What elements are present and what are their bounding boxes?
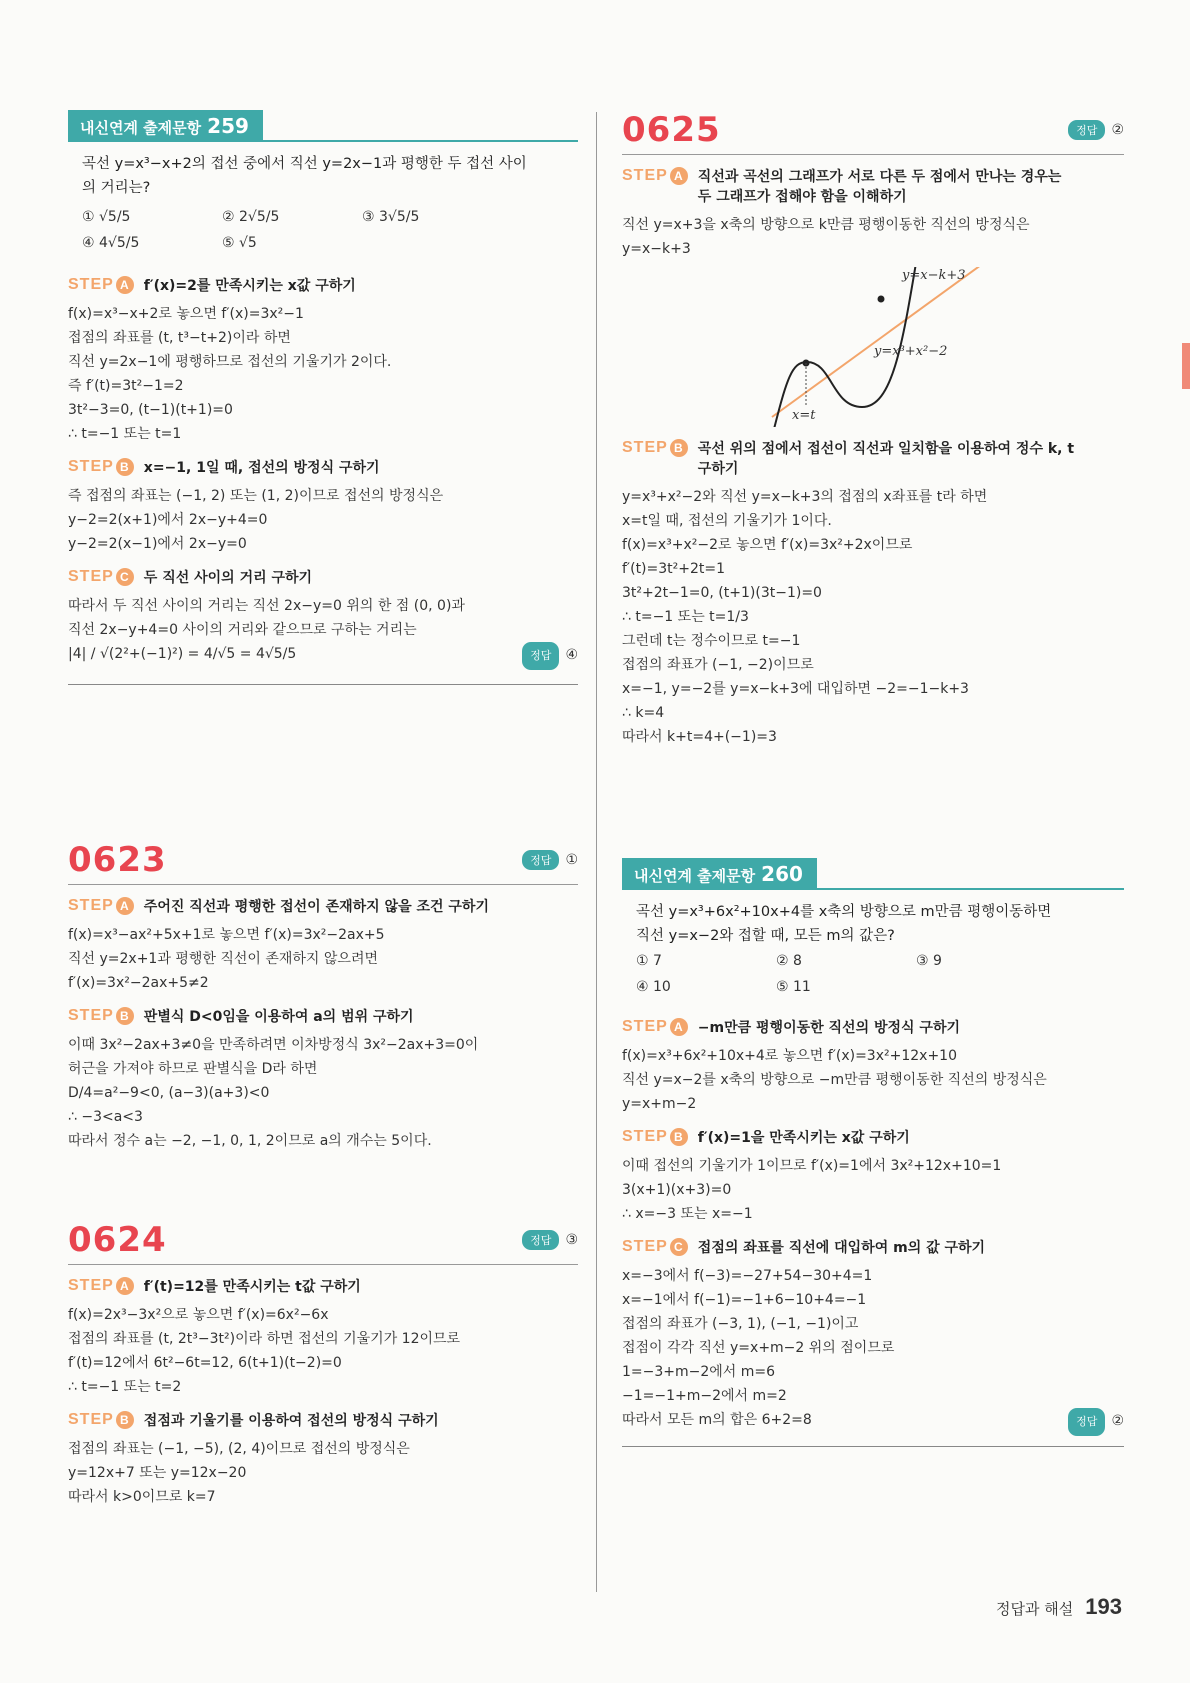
- solution-line: 접점의 좌표를 (t, 2t³−3t²)이라 하면 접선의 기울기가 12이므로: [68, 1331, 461, 1347]
- related-problem-259: [68, 110, 578, 685]
- solution-line: 접점의 좌표가 (−3, 1), (−1, −1)이고: [622, 1316, 859, 1332]
- choice-3: ③ 3√5/5: [362, 209, 420, 225]
- problem-number: 0623: [68, 840, 167, 880]
- solution-line: 접점이 각각 직선 y=x+m−2 위의 점이므로: [622, 1340, 895, 1356]
- solution-line: f(x)=x³+x²−2로 놓으면 f′(x)=3x²+2x이므로: [622, 537, 913, 553]
- tag-label: 내신연계 출제문항 260: [622, 858, 817, 890]
- solution-line: f′(t)=12에서 6t²−6t=12, 6(t+1)(t−2)=0: [68, 1355, 342, 1371]
- section-rule: [68, 684, 578, 685]
- solution-line: 따라서 k>0이므로 k=7: [68, 1489, 216, 1505]
- solution-line: 직선 y=x−2를 x축의 방향으로 −m만큼 평행이동한 직선의 방정식은: [622, 1072, 1047, 1088]
- answer-mark: 정답 ③: [522, 1230, 578, 1250]
- solution-line: 그런데 t는 정수이므로 t=−1: [622, 633, 801, 649]
- xt-label: x=t: [792, 408, 816, 423]
- solution-line: 접점의 좌표는 (−1, −5), (2, 4)이므로 접선의 방정식은: [68, 1441, 410, 1457]
- solution-line: 직선 y=2x−1에 평행하므로 접선의 기울기가 2이다.: [68, 354, 392, 370]
- choice-1: ① √5/5: [82, 209, 131, 225]
- solution-line: 3t²+2t−1=0, (t+1)(3t−1)=0: [622, 585, 822, 601]
- step-b: STEP B 곡선 위의 점에서 접선이 직선과 일치함을 이용하여 정수 k, t 구하기: [622, 439, 1075, 477]
- column-divider: [596, 112, 597, 1592]
- solution-line: f(x)=x³−ax²+5x+1로 놓으면 f′(x)=3x²−2ax+5: [68, 927, 385, 943]
- solution-line: 3t²−3=0, (t−1)(t+1)=0: [68, 402, 233, 418]
- solution-line: f(x)=x³−x+2로 놓으면 f′(x)=3x²−1: [68, 306, 304, 322]
- solution-line: y=12x+7 또는 y=12x−20: [68, 1465, 247, 1481]
- section-rule: [68, 884, 578, 885]
- graph-svg: [732, 267, 1052, 427]
- problem-0624: [68, 1220, 578, 1509]
- solution-line: ∴ k=4: [622, 705, 665, 721]
- choice-4: ④ 4√5/5: [82, 235, 140, 251]
- problem-tag: [68, 110, 578, 146]
- solution-line: 따라서 두 직선 사이의 거리는 직선 2x−y=0 위의 한 점 (0, 0)과: [68, 598, 465, 614]
- line-label: y=x−k+3: [902, 268, 966, 283]
- solution-line: y=x³+x²−2와 직선 y=x−k+3의 접점의 x좌표를 t라 하면: [622, 489, 988, 505]
- solution-line: 접점의 좌표가 (−1, −2)이므로: [622, 657, 814, 673]
- solution-line: f(x)=x³+6x²+10x+4로 놓으면 f′(x)=3x²+12x+10: [622, 1048, 957, 1064]
- step-c: STEP C 두 직선 사이의 거리 구하기: [68, 568, 313, 586]
- question-text: 곡선 y=x³+6x²+10x+4를 x축의 방향으로 m만큼 평행이동하면 직선 y=x−2와 접할 때, 모든 m의 값은?: [636, 904, 1052, 944]
- solution-line: ∴ −3<a<3: [68, 1109, 143, 1125]
- solution-line: 직선 y=2x+1과 평행한 직선이 존재하지 않으려면: [68, 951, 379, 967]
- solution-line: −1=−1+m−2에서 m=2: [622, 1388, 787, 1404]
- step-a: STEP A 주어진 직선과 평행한 접선이 존재하지 않을 조건 구하기: [68, 897, 489, 915]
- step-c: STEP C 접점의 좌표를 직선에 대입하여 m의 값 구하기: [622, 1238, 986, 1256]
- solution-line: y=x−k+3: [622, 241, 691, 257]
- solution-line: 따라서 모든 m의 합은 6+2=8 정답 ②: [622, 1408, 1124, 1432]
- page-number: 193: [1085, 1594, 1122, 1619]
- solution-line: x=t일 때, 접선의 기울기가 1이다.: [622, 513, 832, 529]
- page-edge-tab: [1182, 343, 1190, 389]
- step-a: STEP A 직선과 곡선의 그래프가 서로 다른 두 점에서 만나는 경우는 두 그래프가 접해야 함을 이해하기: [622, 167, 1062, 205]
- choice-5: ⑤ √5: [222, 235, 257, 251]
- solution-line: f(x)=2x³−3x²으로 놓으면 f′(x)=6x²−6x: [68, 1307, 329, 1323]
- answer-mark: 정답 ①: [522, 850, 578, 870]
- solution-line: x=−1에서 f(−1)=−1+6−10+4=−1: [622, 1292, 867, 1308]
- solution-line: 따라서 정수 a는 −2, −1, 0, 1, 2이므로 a의 개수는 5이다.: [68, 1133, 432, 1149]
- problem-number: 0624: [68, 1220, 167, 1260]
- solution-line: 허근을 가져야 하므로 판별식을 D라 하면: [68, 1061, 318, 1077]
- step-a: STEP A f′(t)=12를 만족시키는 t값 구하기: [68, 1277, 361, 1295]
- section-rule: [622, 1446, 1124, 1447]
- solution-line: 접점의 좌표를 (t, t³−t+2)이라 하면: [68, 330, 291, 346]
- page-footer: [996, 1594, 1122, 1620]
- solution-line: 즉 접점의 좌표는 (−1, 2) 또는 (1, 2)이므로 접선의 방정식은: [68, 488, 444, 504]
- solution-line: ∴ t=−1 또는 t=1/3: [622, 609, 749, 625]
- choice-4: ④ 10: [636, 979, 671, 995]
- footer-label: 정답과 해설: [996, 1600, 1074, 1618]
- choice-3: ③ 9: [916, 953, 942, 969]
- step-b: STEP B f′(x)=1을 만족시키는 x값 구하기: [622, 1128, 910, 1146]
- solution-line: y−2=2(x−1)에서 2x−y=0: [68, 536, 247, 552]
- choice-1: ① 7: [636, 953, 662, 969]
- solution-line: 1=−3+m−2에서 m=6: [622, 1364, 776, 1380]
- choice-2: ② 2√5/5: [222, 209, 280, 225]
- solution-line: 이때 접선의 기울기가 1이므로 f′(x)=1에서 3x²+12x+10=1: [622, 1158, 1002, 1174]
- solution-line: 직선 2x−y+4=0 사이의 거리와 같으므로 구하는 거리는: [68, 622, 417, 638]
- solution-line: y=x+m−2: [622, 1096, 697, 1112]
- solution-line: 즉 f′(t)=3t²−1=2: [68, 378, 184, 394]
- solution-line: 3(x+1)(x+3)=0: [622, 1182, 732, 1198]
- solution-line: f′(x)=3x²−2ax+5≠2: [68, 975, 209, 991]
- solution-line: ∴ t=−1 또는 t=2: [68, 1379, 182, 1395]
- curve-label: y=x³+x²−2: [874, 344, 948, 359]
- intersection-point: [878, 296, 885, 303]
- choice-list: [622, 948, 1124, 1000]
- tangent-graph: [732, 267, 1052, 427]
- step-b: STEP B x=−1, 1일 때, 접선의 방정식 구하기: [68, 458, 380, 476]
- related-problem-260: [622, 858, 1124, 1447]
- tag-label: 내신연계 출제문항 259: [68, 110, 263, 142]
- solution-line: x=−1, y=−2를 y=x−k+3에 대입하면 −2=−1−k+3: [622, 681, 969, 697]
- solution-line: 직선 y=x+3을 x축의 방향으로 k만큼 평행이동한 직선의 방정식은: [622, 217, 1030, 233]
- choice-list: [68, 204, 578, 256]
- problem-tag: [622, 858, 1124, 894]
- solution-line: D/4=a²−9<0, (a−3)(a+3)<0: [68, 1085, 270, 1101]
- solution-line: |4| / √(2²+(−1)²) = 4/√5 = 4√5/5 정답 ④: [68, 642, 578, 666]
- problem-0623: [68, 840, 578, 1153]
- problem-0625: [622, 110, 1124, 749]
- solution-line: 따라서 k+t=4+(−1)=3: [622, 729, 777, 745]
- solution-line: 이때 3x²−2ax+3≠0을 만족하려면 이차방정식 3x²−2ax+3=0이: [68, 1037, 479, 1053]
- answer-mark: 정답 ②: [1068, 120, 1124, 140]
- question-text: 곡선 y=x³−x+2의 접선 중에서 직선 y=2x−1과 평행한 두 접선 사이 의 거리는?: [82, 156, 527, 196]
- step-a: STEP A f′(x)=2를 만족시키는 x값 구하기: [68, 276, 356, 294]
- solution-line: x=−3에서 f(−3)=−27+54−30+4=1: [622, 1268, 873, 1284]
- step-b: STEP B 판별식 D<0임을 이용하여 a의 범위 구하기: [68, 1007, 414, 1025]
- problem-number: 0625: [622, 110, 721, 150]
- choice-5: ⑤ 11: [776, 979, 811, 995]
- answer-mark: 정답 ④: [522, 642, 578, 670]
- step-b: STEP B 접점과 기울기를 이용하여 접선의 방정식 구하기: [68, 1411, 439, 1429]
- solution-line: y−2=2(x+1)에서 2x−y+4=0: [68, 512, 268, 528]
- solution-line: ∴ t=−1 또는 t=1: [68, 426, 182, 442]
- answer-mark: 정답 ②: [1068, 1408, 1124, 1436]
- solution-line: f′(t)=3t²+2t=1: [622, 561, 726, 577]
- solution-line: ∴ x=−3 또는 x=−1: [622, 1206, 753, 1222]
- step-a: STEP A −m만큼 평행이동한 직선의 방정식 구하기: [622, 1018, 960, 1036]
- choice-2: ② 8: [776, 953, 802, 969]
- section-rule: [622, 154, 1124, 155]
- section-rule: [68, 1264, 578, 1265]
